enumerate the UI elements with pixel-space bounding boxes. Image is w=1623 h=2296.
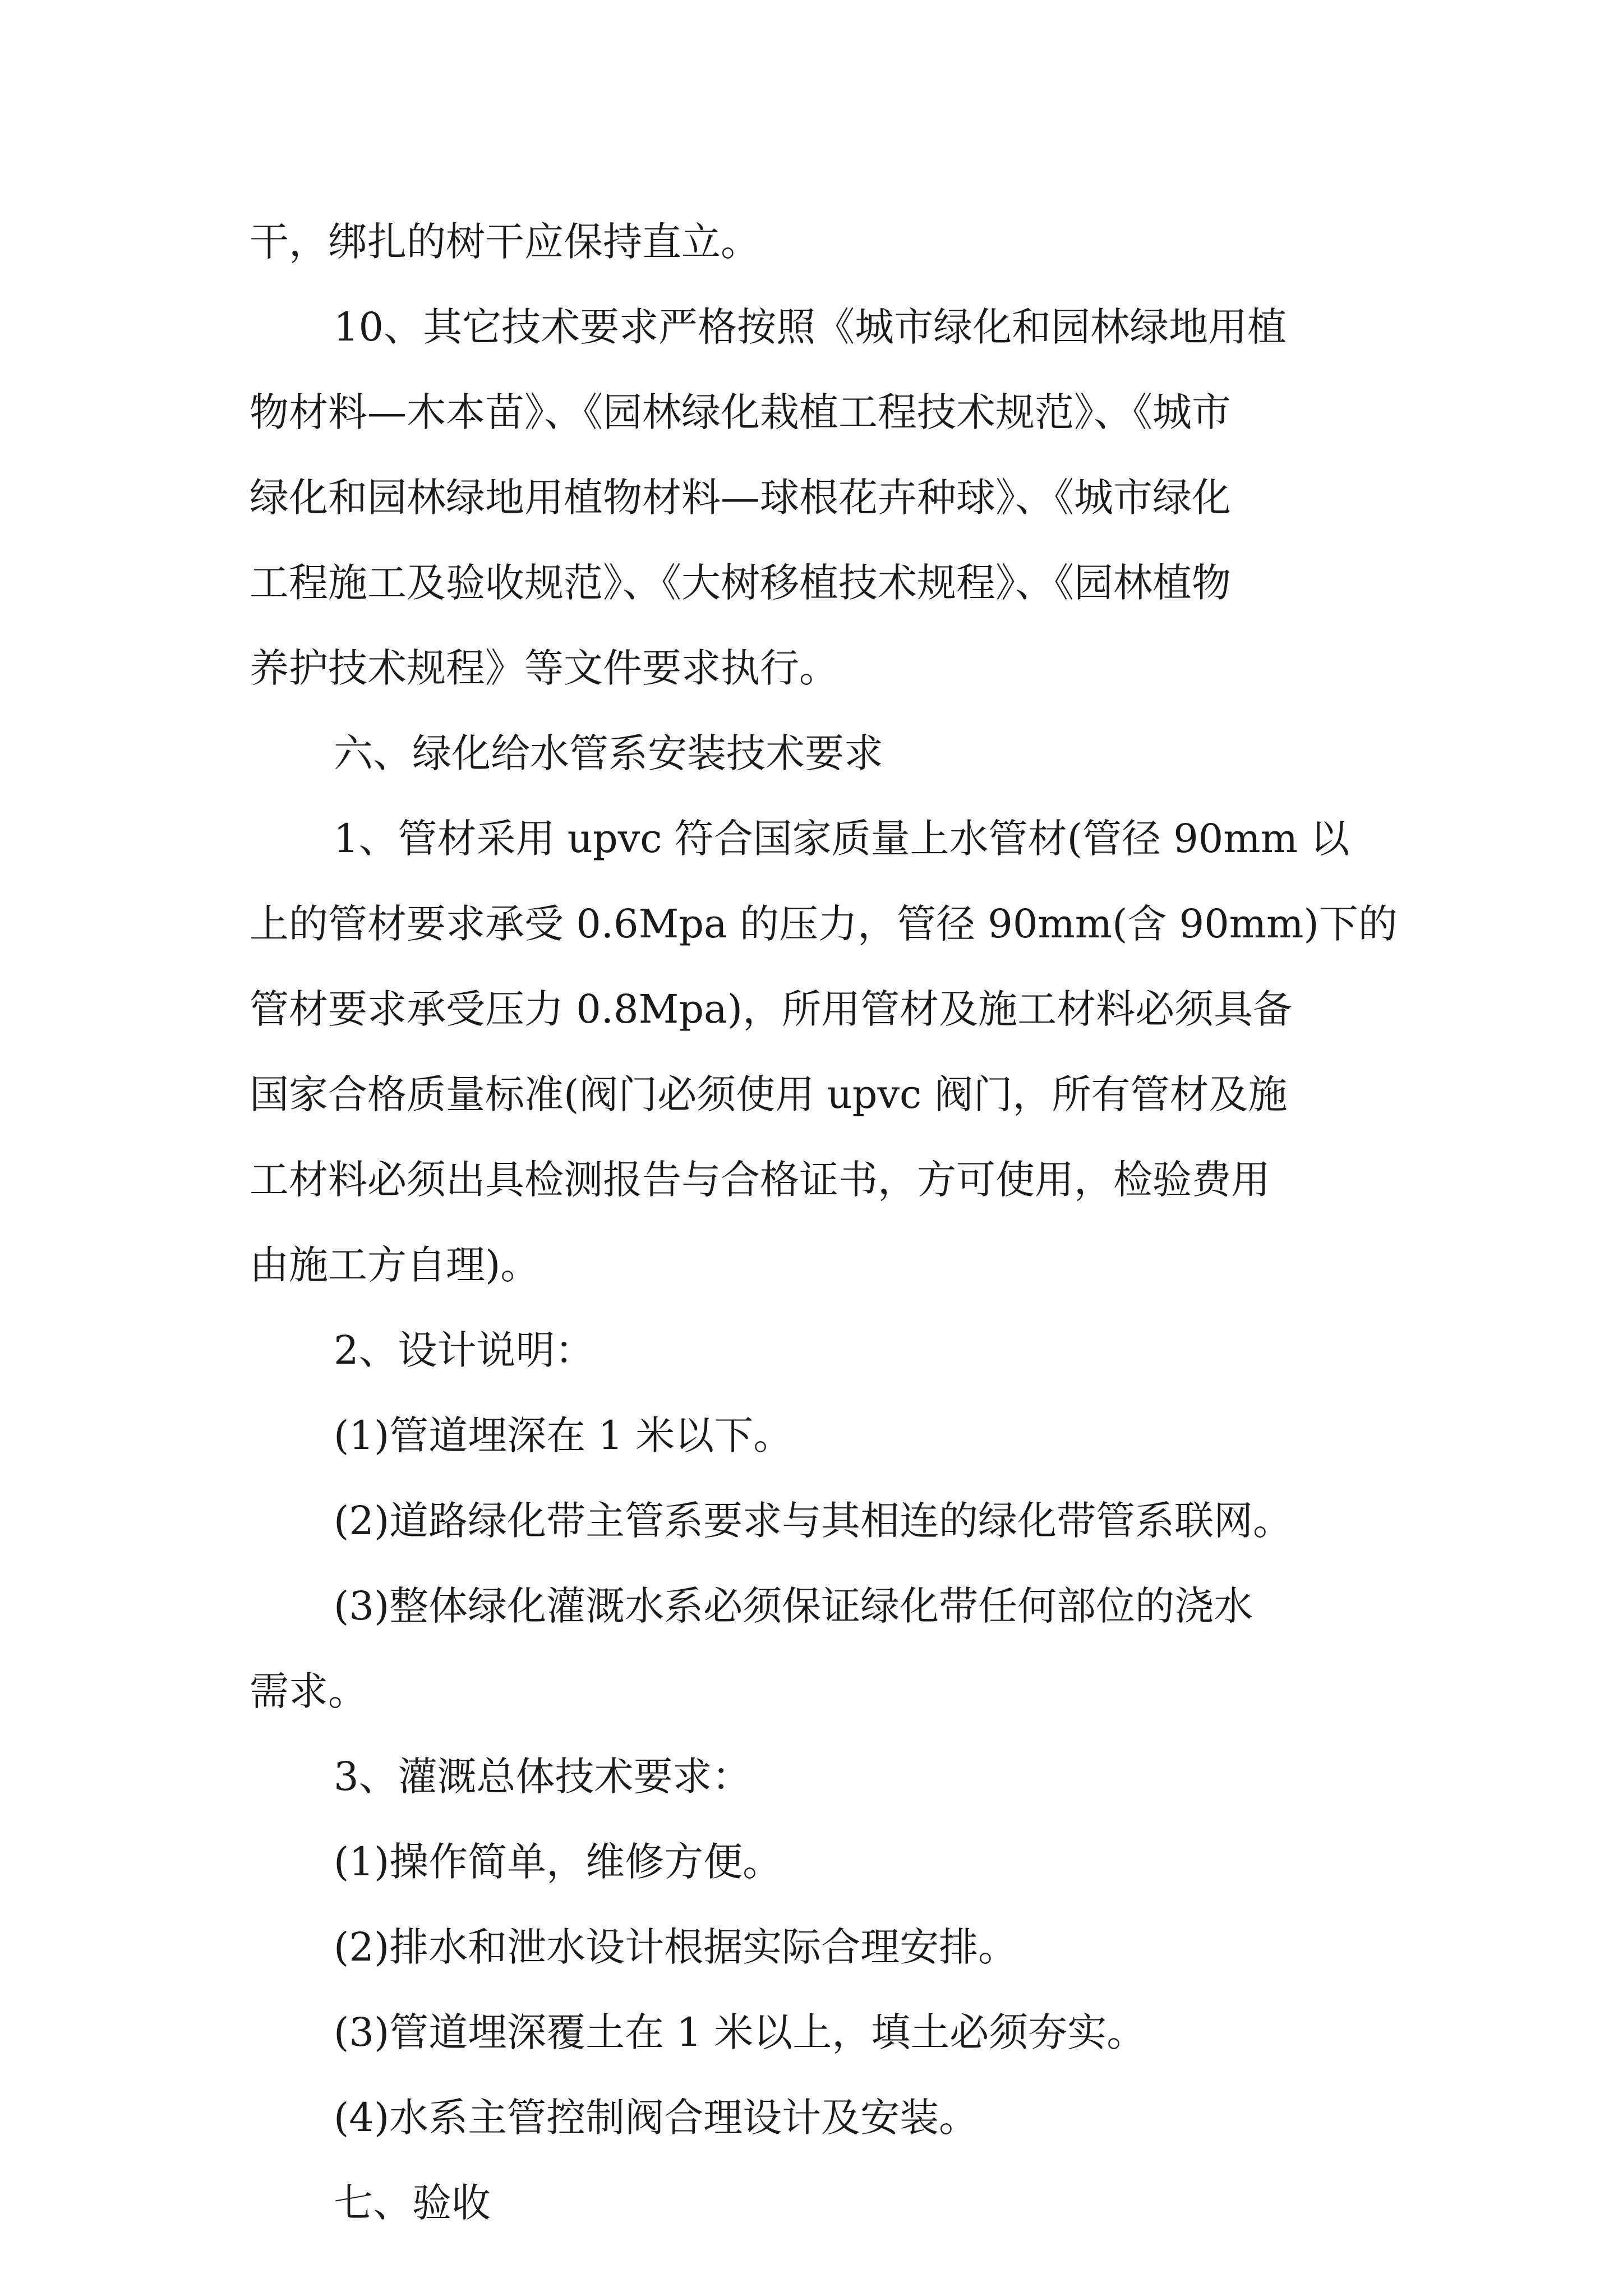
text-line: 养护技术规程》等文件要求执行。: [250, 645, 838, 691]
document-body: [250, 199, 1398, 2246]
text-line: 需求。: [250, 1668, 367, 1714]
text-line: 物材料—木本苗》、《园林绿化栽植工程技术规范》、《城市: [250, 389, 1231, 435]
list-item: (1)操作简单，维修方便。: [334, 1839, 782, 1885]
list-item: (1)管道埋深在 1 米以下。: [334, 1412, 793, 1458]
text-line: 工程施工及验收规范》、《大树移植技术规程》、《园林植物: [250, 560, 1231, 606]
text-line: 管材要求承受压力 0.8Mpa)，所用管材及施工材料必须具备: [250, 986, 1293, 1032]
text-line: 由施工方自理)。: [250, 1242, 540, 1288]
text-line: 上的管材要求承受 0.6Mpa 的压力，管径 90mm(含 90mm)下的: [250, 901, 1398, 947]
text-line: 10、其它技术要求严格按照《城市绿化和园林绿地用植: [334, 304, 1287, 350]
text-line: 1、管材采用 upvc 符合国家质量上水管材(管径 90mm 以: [334, 816, 1350, 862]
subsection-heading: 2、设计说明：: [334, 1327, 594, 1373]
section-heading: 七、验收: [334, 2180, 491, 2226]
list-item: (2)排水和泄水设计根据实际合理安排。: [334, 1924, 1018, 1970]
list-item: (3)管道埋深覆土在 1 米以上，填土必须夯实。: [334, 2009, 1146, 2055]
text-line: 干，绑扎的树干应保持直立。: [250, 219, 760, 265]
text-line: 国家合格质量标准(阀门必须使用 upvc 阀门，所有管材及施: [250, 1071, 1288, 1117]
text-line: 绿化和园林绿地用植物材料—球根花卉种球》、《城市绿化: [250, 475, 1231, 521]
list-item: (4)水系主管控制阀合理设计及安装。: [334, 2095, 979, 2141]
subsection-heading: 3、灌溉总体技术要求：: [334, 1754, 751, 1800]
list-item: (3)整体绿化灌溉水系必须保证绿化带任何部位的浇水: [334, 1583, 1253, 1629]
text-line: 工材料必须出具检测报告与合格证书，方可使用，检验费用: [250, 1157, 1270, 1203]
list-item: (2)道路绿化带主管系要求与其相连的绿化带管系联网。: [334, 1498, 1293, 1544]
section-heading: 六、绿化给水管系安装技术要求: [334, 730, 883, 776]
